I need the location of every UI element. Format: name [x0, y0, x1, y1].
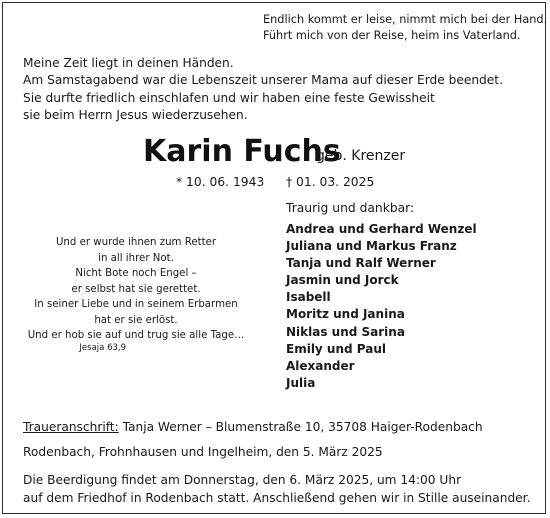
mourners-lead: Traurig und dankbar: [286, 201, 415, 215]
top-quote-line: Endlich kommt er leise, nimmt mich bei der Hand. [263, 13, 548, 26]
condolence-address [23, 420, 483, 434]
mourner-name: Tanja und Ralf Werner [286, 256, 436, 271]
death-date: † 01. 03. 2025 [286, 175, 375, 189]
mourners-list [286, 221, 477, 392]
places-and-date: Rodenbach, Frohnhausen und Ingelheim, den 5. März 2025 [23, 445, 383, 459]
intro-text [23, 55, 503, 125]
funeral-line: Die Beerdigung findet am Donnerstag, den 6. März 2025, um 14:00 Uhr [23, 473, 462, 487]
mourner-name: Juliana und Markus Franz [286, 239, 457, 254]
intro-line: Sie durfte friedlich einschlafen und wir haben eine feste Gewissheit [23, 90, 435, 105]
mourner-name: Julia [286, 375, 316, 390]
address-label: Traueranschrift: [23, 420, 119, 434]
verse-line: er selbst hat sie gerettet. [71, 283, 201, 295]
verse-source: Jesaja 63,9 [79, 343, 126, 353]
mourner-name: Moritz und Janina [286, 307, 405, 322]
verse-line: In seiner Liebe und in seinem Erbarmen [34, 299, 238, 310]
funeral-notice [23, 472, 530, 507]
mourner-name: Niklas und Sarina [286, 324, 405, 339]
mourner-name: Alexander [286, 358, 355, 373]
mourner-name: Isabell [286, 290, 331, 305]
verse-line: hat er sie erlöst. [94, 314, 178, 326]
verse-line: Nicht Bote noch Engel – [75, 268, 197, 279]
mourner-name: Emily und Paul [286, 341, 387, 356]
mourner-name: Andrea und Gerhard Wenzel [286, 222, 477, 236]
intro-line: sie beim Herrn Jesus wiederzusehen. [23, 108, 248, 123]
mourner-name: Jasmin und Jorck [286, 273, 399, 288]
address-value: Tanja Werner – Blumenstraße 10, 35708 Haiger-Rodenbach [118, 420, 483, 434]
verse-line: Und er wurde ihnen zum Retter [55, 237, 217, 248]
funeral-line: auf dem Friedhof in Rodenbach statt. Anschließend gehen wir in Stille auseinander. [23, 490, 531, 505]
maiden-name: geb. Krenzer [316, 148, 406, 164]
intro-line: Am Samstagabend war die Lebenszeit unserer Mama auf dieser Erde beendet. [23, 73, 503, 88]
verse-line: in all ihrer Not. [98, 252, 174, 264]
intro-line: Meine Zeit liegt in deinen Händen. [23, 56, 234, 70]
birth-date: * 10. 06. 1943 [176, 175, 265, 189]
top-quote [263, 12, 547, 44]
deceased-name: Karin Fuchs [143, 134, 341, 169]
bible-verse [18, 235, 254, 344]
top-quote-line: Führt mich von der Reise, heim ins Vaterland. [263, 29, 521, 42]
verse-line: Und er hob sie auf und trug sie alle Tage… [27, 330, 245, 341]
